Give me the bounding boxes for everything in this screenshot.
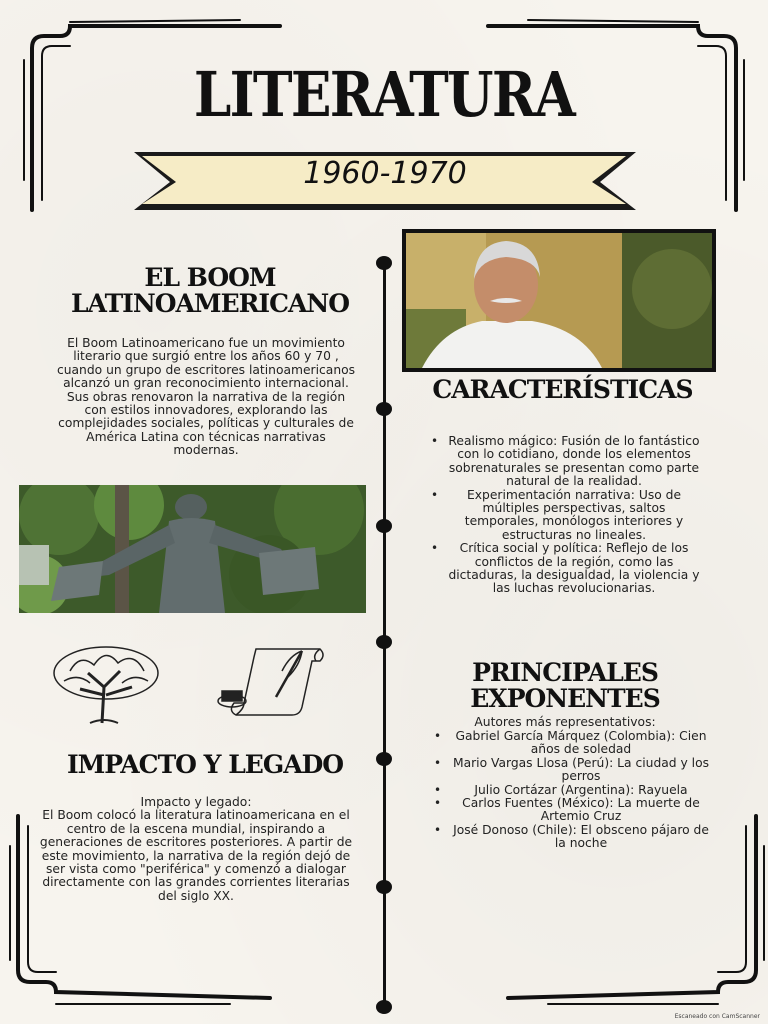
boom-heading-line1: EL BOOM [144,263,276,292]
tree-icon [50,643,162,727]
caracteristicas-heading: CARACTERÍSTICAS [432,375,693,404]
boom-body: El Boom Latinoamericano fue un movimiento literario que surgió entre los años 60 y 70 , cuando un grupo de escritores latinoamericanos alcanzó un gran reconocimiento internacional. Sus obras renovaron la narrativa de la región con estilos innovadores, explorando las complejidades sociales, políticas y culturales de América Latina con técnicas narrativas modernas. [56,336,356,458]
timeline-dot [376,752,392,766]
caracteristicas-list [445,435,703,596]
boom-heading [60,265,360,318]
list-item: • Carlos Fuentes (México): La muerte de Artemio Cruz [448,797,714,824]
timeline-dot [376,635,392,649]
exponentes-heading: PRINCIPALES EXPONENTES [470,658,660,714]
impacto-body [36,796,356,903]
author-portrait-photo [402,229,716,372]
list-item: • José Donoso (Chile): El obsceno pájaro de la noche [448,824,714,851]
timeline-dot [376,402,392,416]
timeline-dot [376,880,392,894]
list-item: • Julio Cortázar (Argentina): Rayuela [448,784,714,797]
scanner-watermark: Escaneado con CamScanner [674,1013,760,1020]
boom-heading-line2: LATINOAMERICANO [70,289,350,319]
list-item: • Realismo mágico: Fusión de lo fantástico con lo cotidiano, donde los elementos sobrenaturales se presentan como parte natural de la realidad. [445,435,703,489]
impacto-heading: IMPACTO Y LEGADO [66,750,344,779]
statue-photo [19,485,366,613]
page-title: LITERATURA [193,58,575,131]
timeline-dot [376,1000,392,1014]
impacto-text: El Boom colocó la literatura latinoamericana en el centro de la escena mundial, inspirando a generaciones de escritores posteriores. A partir de este movimiento, la narrativa de la región dejó de ser vista como "periférica" y comenzó a dialogar directamente con las grandes corrientes literarias del siglo XX. [39,808,353,903]
timeline-dot [376,256,392,270]
scroll-quill-icon [216,641,328,719]
timeline-dot [376,519,392,533]
list-item: • Mario Vargas Llosa (Perú): La ciudad y los perros [448,757,714,784]
exponentes-list [448,730,714,851]
impacto-subtitle: Impacto y legado: [140,795,252,809]
list-item: • Crítica social y política: Reflejo de los conflictos de la región, como las dictaduras, la desigualdad, la violencia y las luchas revolucionarias. [445,542,703,596]
exponentes-intro: Autores más representativos: [474,715,656,729]
date-range: 1960-1970 [303,156,467,191]
list-item: • Experimentación narrativa: Uso de múltiples perspectivas, saltos temporales, monólogos interiores y estructuras no lineales. [445,489,703,543]
list-item: • Gabriel García Márquez (Colombia): Cien años de soledad [448,730,714,757]
